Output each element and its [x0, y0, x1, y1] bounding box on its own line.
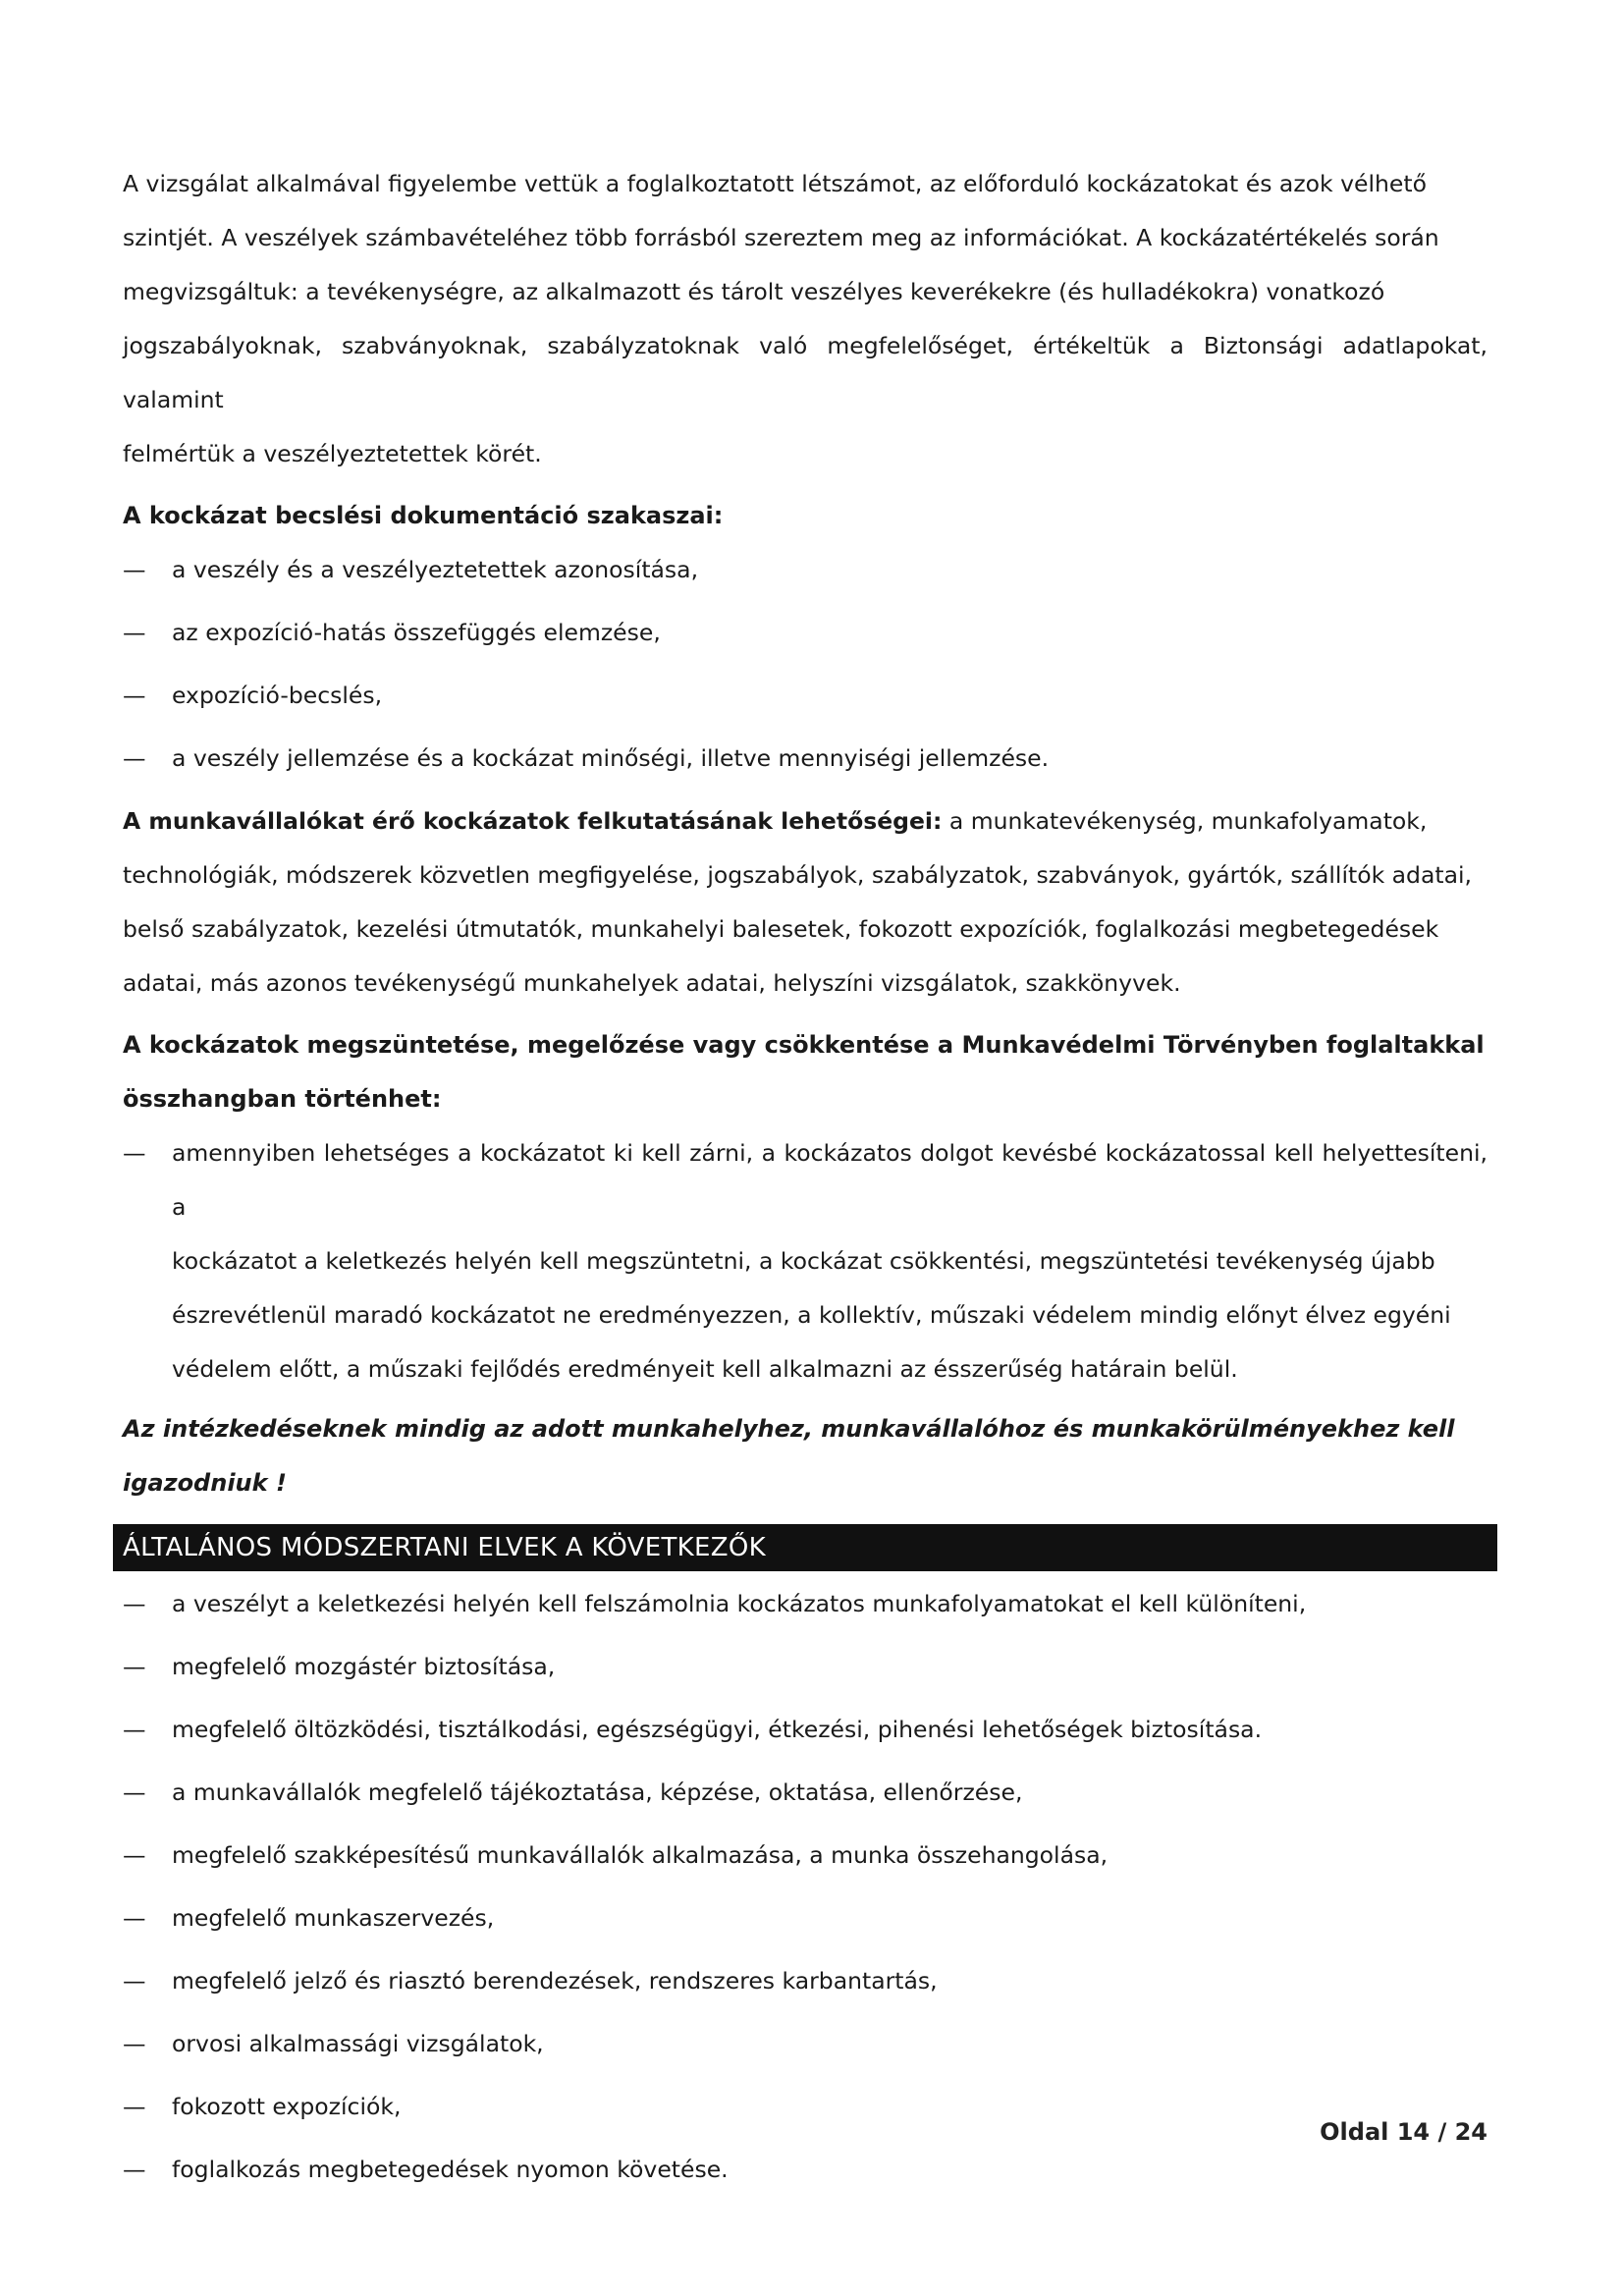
principles-banner: ÁLTALÁNOS MÓDSZERTANI ELVEK A KÖVETKEZŐK: [113, 1524, 1497, 1571]
list-item-text: megfelelő mozgástér biztosítása,: [172, 1653, 556, 1680]
elimination-heading-line1: A kockázatok megszüntetése, megelőzése vagy csökkentése a Munkavédelmi Törvényben foglaltakkal: [123, 1031, 1485, 1059]
intro-line: jogszabályoknak, szabványoknak, szabályzatoknak való megfelelőséget, értékeltük a Biztonsági adatlapokat, valamint: [123, 332, 1488, 413]
list-item-text: megfelelő jelző és riasztó berendezések, rendszeres karbantartás,: [172, 1967, 938, 1995]
risk-doc-heading: A kockázat becslési dokumentáció szakaszai:: [123, 502, 724, 529]
list-item: [123, 1954, 1488, 2017]
discovery-line-first: [123, 794, 1488, 848]
elimination-heading-line2: összhangban történhet:: [123, 1085, 442, 1113]
list-item-text: az expozíció-hatás összefüggés elemzése,: [172, 619, 661, 646]
list-item: [123, 732, 1488, 794]
list-item-text: megfelelő munkaszervezés,: [172, 1904, 495, 1932]
list-item-text: a veszély és a veszélyeztetettek azonosítása,: [172, 556, 699, 583]
discovery-line: adatai, más azonos tevékenységű munkahelyek adatai, helyszíni vizsgálatok, szakkönyvek.: [123, 969, 1181, 997]
list-item: [123, 1126, 1488, 1396]
elimination-line: észrevétlenül maradó kockázatot ne eredményezzen, a kollektív, műszaki védelem mindig előnyt élvez egyéni: [172, 1301, 1451, 1329]
discovery-line: technológiák, módszerek közvetlen megfigyelése, jogszabályok, szabályzatok, szabványok, gyártók, szállítók adatai,: [123, 861, 1472, 889]
list-item: [123, 1829, 1488, 1891]
dash-bullet: —: [123, 1653, 146, 1680]
measures-note: Az intézkedéseknek mindig az adott munkahelyhez, munkavállalóhoz és munkakörülményekhez kell igazodniuk !: [123, 1415, 1455, 1497]
list-item: [123, 669, 1488, 732]
discovery-paragraph: [123, 794, 1488, 1011]
dash-bullet: —: [123, 1841, 146, 1869]
list-item: [123, 1766, 1488, 1829]
dash-bullet: —: [123, 1778, 146, 1806]
dash-bullet: —: [123, 1904, 146, 1932]
elimination-list: [123, 1126, 1488, 1396]
list-item-text: fokozott expozíciók,: [172, 2093, 402, 2120]
elimination-line: kockázatot a keletkezés helyén kell megszüntetni, a kockázat csökkentési, megszüntetési tevékenység újabb: [172, 1247, 1435, 1275]
dash-bullet: —: [123, 619, 146, 646]
list-item-text: megfelelő öltözködési, tisztálkodási, egészségügyi, étkezési, pihenési lehetőségek biztosítása.: [172, 1716, 1263, 1743]
intro-line: A vizsgálat alkalmával figyelembe vettük a foglalkoztatott létszámot, az előforduló kockázatokat és azok vélhető: [123, 170, 1427, 197]
list-item: [123, 606, 1488, 669]
intro-line: megvizsgáltuk: a tevékenységre, az alkalmazott és tárolt veszélyes keverékekre (és hulladékokra) vonatkozó: [123, 278, 1385, 305]
list-item: [123, 2143, 1488, 2206]
intro-paragraph: [123, 157, 1488, 481]
intro-line: szintjét. A veszélyek számbavételéhez több forrásból szereztem meg az információkat. A kockázatértékelés során: [123, 224, 1439, 251]
list-item: [123, 1577, 1488, 1640]
list-item: [123, 543, 1488, 606]
dash-bullet: —: [123, 1139, 146, 1167]
list-item: [123, 1891, 1488, 1954]
dash-bullet: —: [123, 2093, 146, 2120]
dash-bullet: —: [123, 1716, 146, 1743]
list-item: [123, 2080, 1488, 2143]
dash-bullet: —: [123, 2156, 146, 2183]
elimination-line: amennyiben lehetséges a kockázatot ki kell zárni, a kockázatos dolgot kevésbé kockázatossal kell helyettesíteni, a: [172, 1139, 1488, 1221]
dash-bullet: —: [123, 682, 146, 709]
principles-list: [123, 1577, 1488, 2206]
dash-bullet: —: [123, 556, 146, 583]
list-item: [123, 1640, 1488, 1703]
intro-line: felmértük a veszélyeztetettek körét.: [123, 440, 542, 467]
page-content: [123, 157, 1488, 2206]
discovery-line: belső szabályzatok, kezelési útmutatók, munkahelyi balesetek, fokozott expozíciók, foglalkozási megbetegedések: [123, 915, 1439, 943]
elimination-line: védelem előtt, a műszaki fejlődés eredményeit kell alkalmazni az ésszerűség határain belül.: [172, 1355, 1238, 1383]
list-item-text: megfelelő szakképesítésű munkavállalók alkalmazása, a munka összehangolása,: [172, 1841, 1109, 1869]
list-item-text: a veszély jellemzése és a kockázat minőségi, illetve mennyiségi jellemzése.: [172, 744, 1050, 772]
list-item: [123, 2017, 1488, 2080]
list-item-text: foglalkozás megbetegedések nyomon követése.: [172, 2156, 729, 2183]
list-item-text: a veszélyt a keletkezési helyén kell felszámolnia kockázatos munkafolyamatokat el kell különíteni,: [172, 1590, 1307, 1617]
risk-doc-list: [123, 543, 1488, 794]
list-item-text: expozíció-becslés,: [172, 682, 383, 709]
page-number: Oldal 14 / 24: [1320, 2118, 1488, 2146]
dash-bullet: —: [123, 2030, 146, 2057]
discovery-text: a munkatevékenység, munkafolyamatok,: [948, 807, 1428, 835]
list-item-text: a munkavállalók megfelelő tájékoztatása, képzése, oktatása, ellenőrzése,: [172, 1778, 1023, 1806]
discovery-heading: A munkavállalókat érő kockázatok felkutatásának lehetőségei:: [123, 807, 943, 835]
list-item-text: orvosi alkalmassági vizsgálatok,: [172, 2030, 544, 2057]
dash-bullet: —: [123, 744, 146, 772]
dash-bullet: —: [123, 1967, 146, 1995]
dash-bullet: —: [123, 1590, 146, 1617]
list-item: [123, 1703, 1488, 1766]
